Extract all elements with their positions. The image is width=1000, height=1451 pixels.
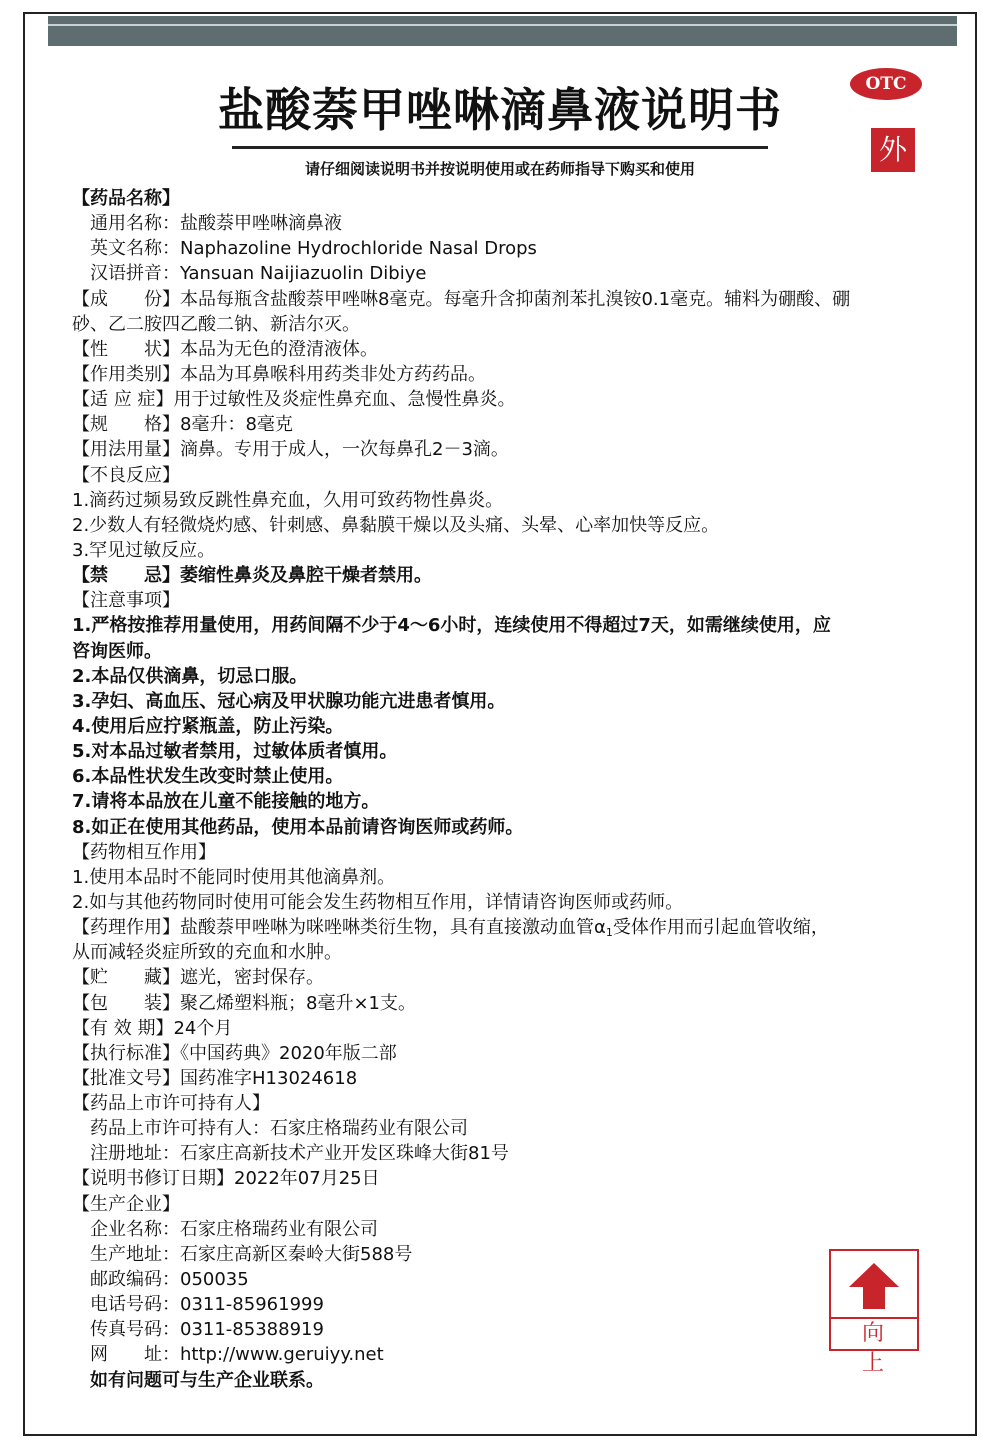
section-header-license-holder: 【药品上市许可持有人】	[72, 1093, 270, 1115]
interaction-item: 1.使用本品时不能同时使用其他滴鼻剂。	[72, 866, 396, 888]
phone-number: 电话号码：0311-85961999	[90, 1294, 324, 1316]
package: 【包 装】聚乙烯塑料瓶；8毫升×1支。	[72, 992, 416, 1014]
precaution-item: 3.孕妇、高血压、冠心病及甲状腺功能亢进患者慎用。	[72, 690, 506, 712]
precaution-item: 1.严格按推荐用量使用，用药间隔不少于4～6小时，连续使用不得超过7天，如需继续使用，应	[72, 615, 831, 637]
top-banner	[48, 16, 957, 46]
storage: 【贮 藏】遮光，密封保存。	[72, 967, 324, 989]
category: 【作用类别】本品为耳鼻喉科用药类非处方药药品。	[72, 363, 486, 385]
precaution-item: 7.请将本品放在儿童不能接触的地方。	[72, 791, 380, 813]
generic-name: 通用名称：盐酸萘甲唑啉滴鼻液	[90, 213, 342, 235]
description: 【性 状】本品为无色的澄清液体。	[72, 338, 378, 360]
license-holder: 药品上市许可持有人：石家庄格瑞药业有限公司	[90, 1118, 468, 1140]
section-header-precautions: 【注意事项】	[72, 590, 180, 612]
contraindications: 【禁 忌】萎缩性鼻炎及鼻腔干燥者禁用。	[72, 565, 432, 587]
adverse-reaction-item: 3.罕见过敏反应。	[72, 539, 216, 561]
section-header-manufacturer: 【生产企业】	[72, 1193, 180, 1215]
composition-line-2: 砂、乙二胺四乙酸二钠、新洁尔灭。	[72, 313, 360, 335]
leaflet-body	[72, 186, 942, 1393]
fax-number: 传真号码：0311-85388919	[90, 1319, 324, 1341]
alpha-subscript: 1	[605, 926, 613, 940]
section-header-interactions: 【药物相互作用】	[72, 841, 216, 863]
dosage: 【用法用量】滴鼻。专用于成人，一次每鼻孔2－3滴。	[72, 439, 509, 461]
postal-code: 邮政编码：050035	[90, 1269, 249, 1291]
pharmacology-line-2: 从而减轻炎症所致的充血和水肿。	[72, 942, 342, 964]
external-use-badge: 外	[871, 128, 915, 172]
production-address: 生产地址：石家庄高新区秦岭大街588号	[90, 1243, 413, 1265]
standard: 【执行标准】《中国药典》2020年版二部	[72, 1042, 397, 1064]
up-label: 向 上	[861, 1321, 896, 1376]
precaution-item: 8.如正在使用其他药品，使用本品前请咨询医师或药师。	[72, 816, 524, 838]
title-divider	[232, 146, 768, 149]
composition-line-1: 【成 份】本品每瓶含盐酸萘甲唑啉8毫克。每毫升含抑菌剂苯扎溴铵0.1毫克。辅料为硼酸、硼	[72, 288, 851, 310]
adverse-reaction-item: 2.少数人有轻微烧灼感、针刺感、鼻黏膜干燥以及头痛、头晕、心率加快等反应。	[72, 514, 720, 536]
this-side-up-marker	[829, 1249, 919, 1376]
section-header-adverse-reactions: 【不良反应】	[72, 464, 180, 486]
english-name: 英文名称：Naphazoline Hydrochloride Nasal Drops	[90, 238, 537, 260]
adverse-reaction-item: 1.滴药过频易致反跳性鼻充血，久用可致药物性鼻炎。	[72, 489, 504, 511]
document-title: 盐酸萘甲唑啉滴鼻液说明书	[218, 83, 782, 137]
pharmacology-text: 【药理作用】盐酸萘甲唑啉为咪唑啉类衍生物，具有直接激动血管α	[72, 917, 606, 939]
registered-address: 注册地址：石家庄高新技术产业开发区珠峰大街81号	[90, 1143, 509, 1165]
document-subtitle: 请仔细阅读说明书并按说明使用或在药师指导下购买和使用	[304, 160, 695, 178]
top-banner-stripe	[48, 24, 957, 26]
precaution-item: 5.对本品过敏者禁用，过敏体质者慎用。	[72, 741, 398, 763]
up-arrow-icon	[847, 1261, 901, 1311]
company-name: 企业名称：石家庄格瑞药业有限公司	[90, 1218, 378, 1240]
indications: 【适 应 症】用于过敏性及炎症性鼻充血、急慢性鼻炎。	[72, 389, 516, 411]
otc-badge: OTC	[850, 68, 922, 100]
precaution-item: 4.使用后应拧紧瓶盖，防止污染。	[72, 715, 344, 737]
pinyin-name: 汉语拼音：Yansuan Naijiazuolin Dibiye	[90, 263, 427, 285]
section-header-drug-name: 【药品名称】	[72, 188, 180, 209]
contact-note: 如有问题可与生产企业联系。	[90, 1369, 324, 1391]
revision-date: 【说明书修订日期】2022年07月25日	[72, 1168, 380, 1190]
precaution-item: 2.本品仅供滴鼻，切忌口服。	[72, 665, 308, 687]
pharmacology-text-rest: 受体作用而引起血管收缩，	[612, 917, 829, 939]
pharmacology-line-1	[72, 915, 942, 940]
precaution-item-continued: 咨询医师。	[72, 640, 162, 662]
specification: 【规 格】8毫升：8毫克	[72, 414, 293, 436]
validity: 【有 效 期】24个月	[72, 1017, 233, 1039]
website: 网 址：http://www.geruiyy.net	[90, 1344, 384, 1366]
precaution-item: 6.本品性状发生改变时禁止使用。	[72, 766, 344, 788]
interaction-item: 2.如与其他药物同时使用可能会发生药物相互作用，详情请咨询医师或药师。	[72, 891, 684, 913]
approval-number: 【批准文号】国药准字H13024618	[72, 1067, 358, 1089]
